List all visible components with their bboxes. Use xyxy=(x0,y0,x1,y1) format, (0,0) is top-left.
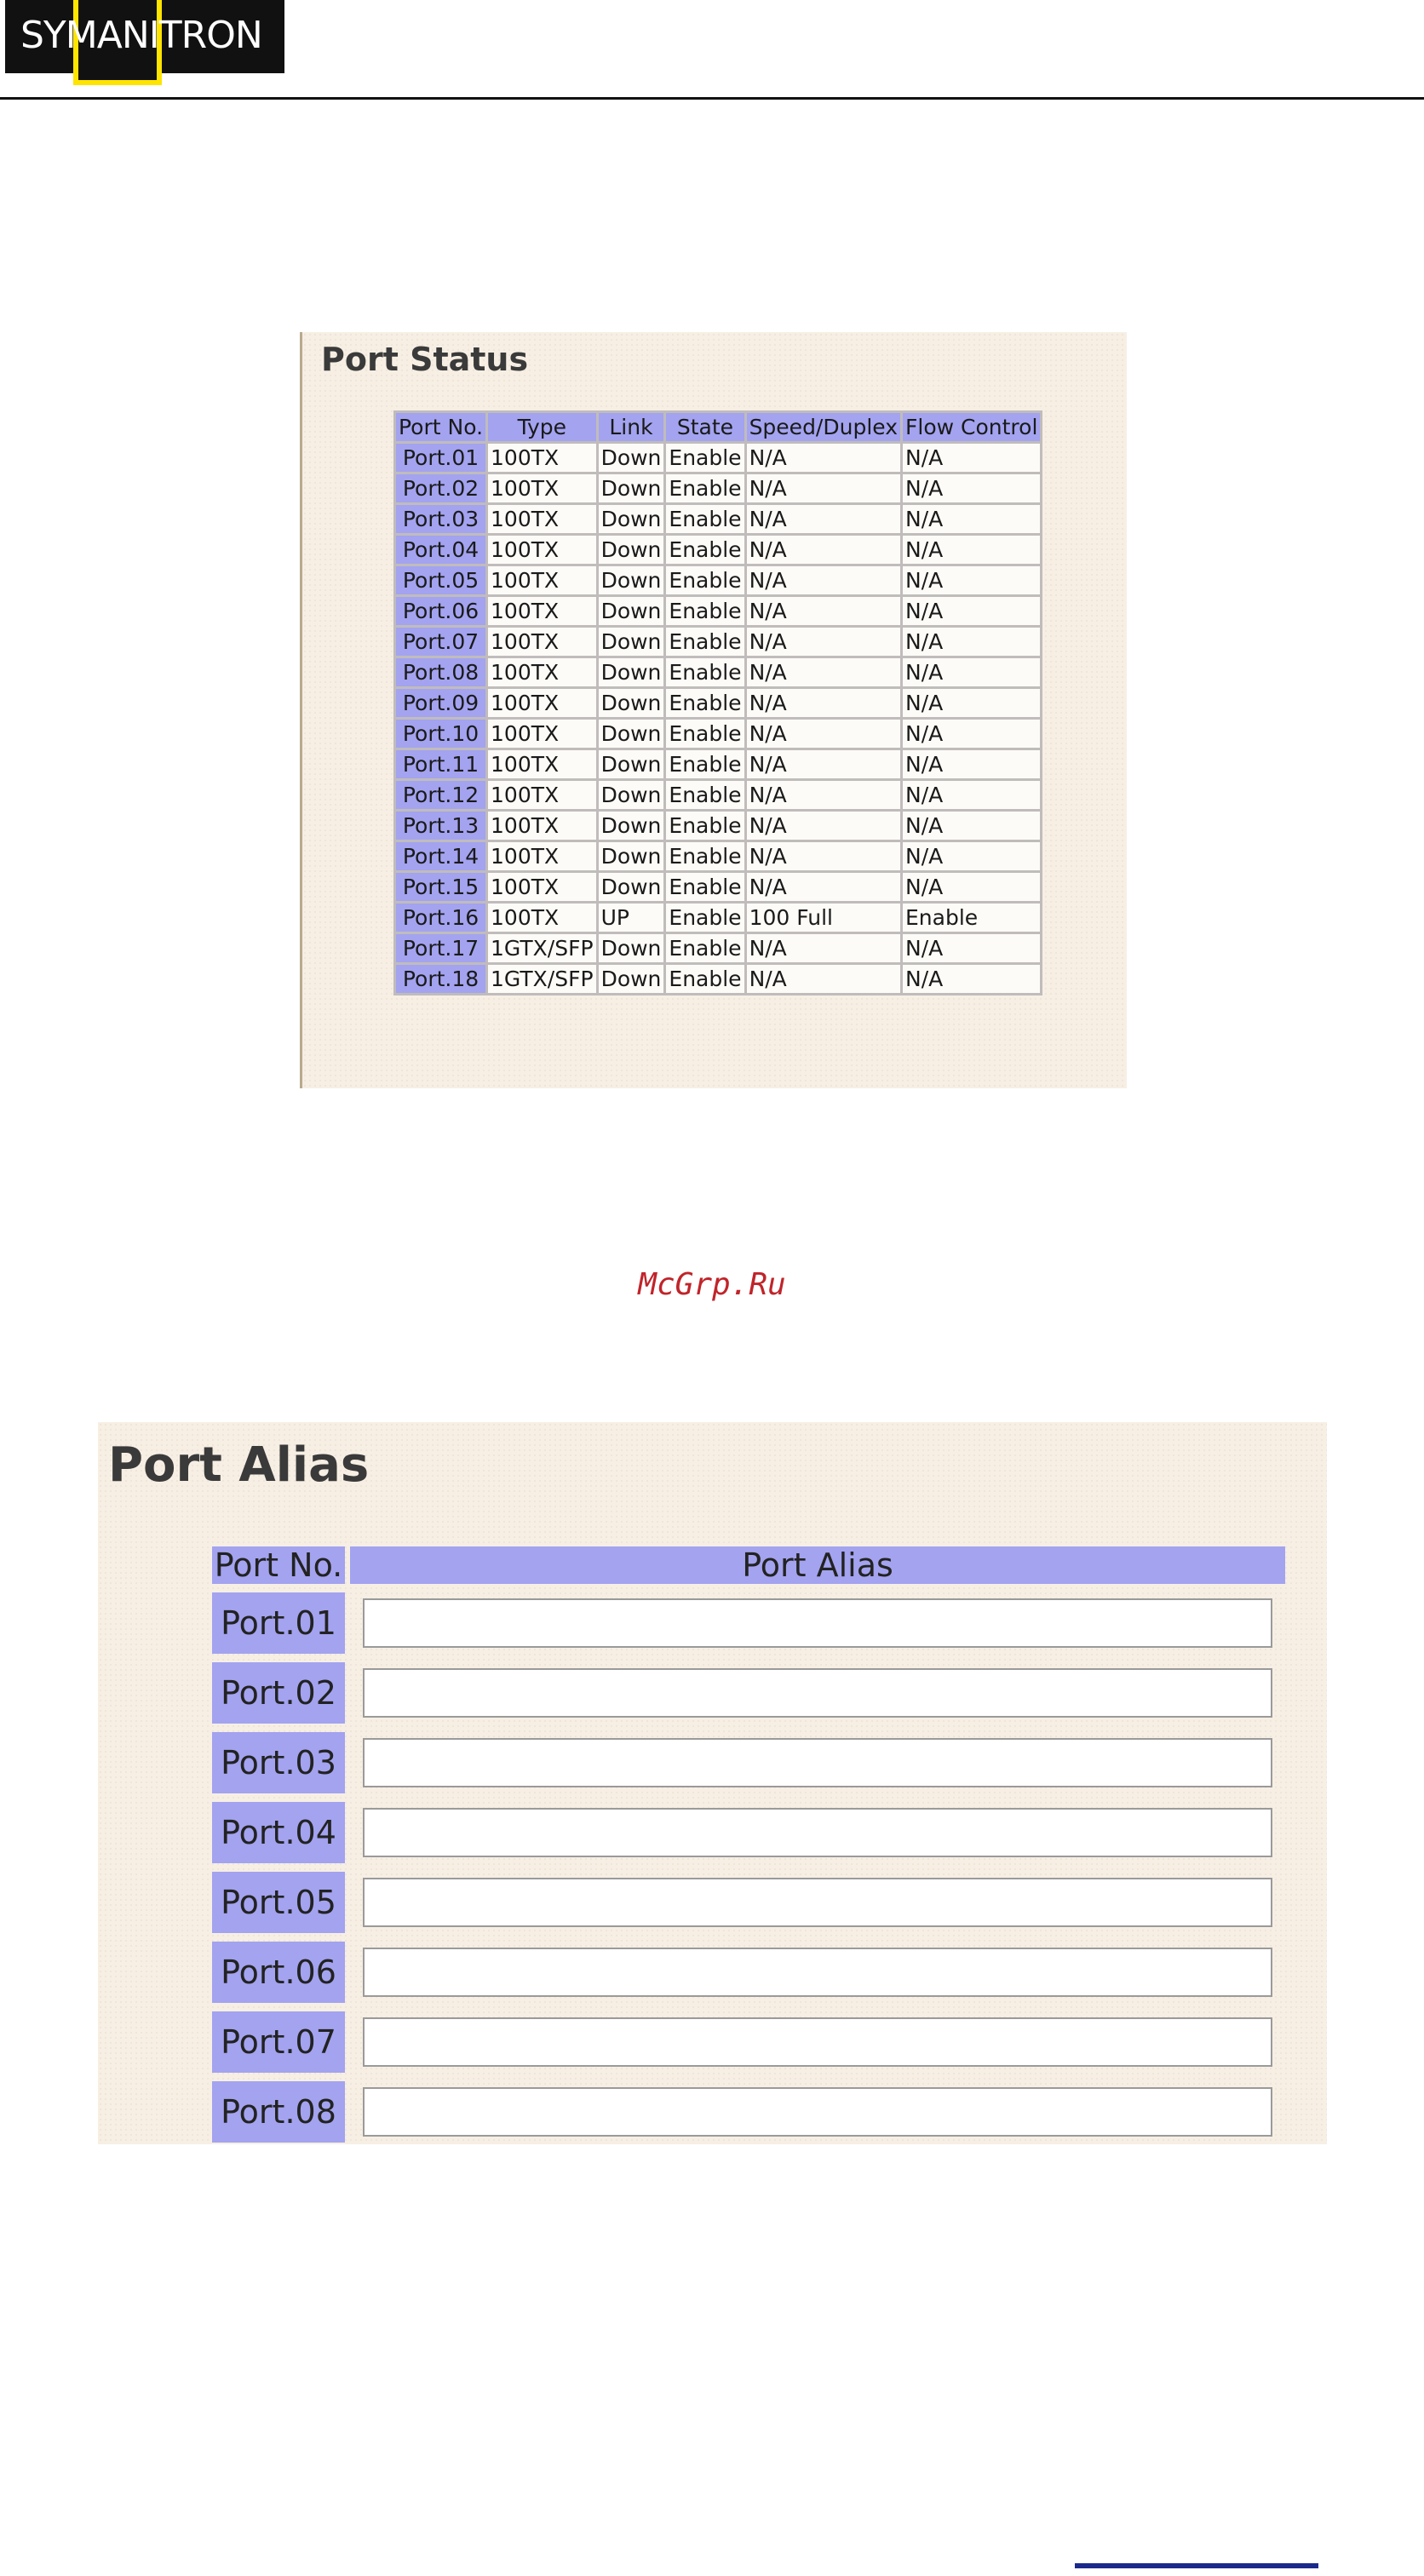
cell-port: Port.01 xyxy=(396,444,485,472)
cell-flow-control: Enable xyxy=(903,904,1040,932)
alias-row xyxy=(212,2081,1285,2143)
port-status-panel xyxy=(300,332,1127,1088)
cell-flow-control: N/A xyxy=(903,873,1040,901)
cell-state: Enable xyxy=(666,628,744,656)
cell-type: 100TX xyxy=(488,628,596,656)
table-row xyxy=(396,904,1040,932)
alias-port-label: Port.03 xyxy=(212,1732,345,1793)
table-row xyxy=(396,812,1040,840)
cell-speed-duplex: N/A xyxy=(747,597,900,625)
col-header-state: State xyxy=(666,413,744,441)
footer-bar xyxy=(1075,2563,1318,2568)
cell-speed-duplex: N/A xyxy=(747,658,900,686)
table-row xyxy=(396,965,1040,993)
cell-type: 100TX xyxy=(488,842,596,870)
cell-state: Enable xyxy=(666,750,744,778)
table-row xyxy=(396,628,1040,656)
table-row xyxy=(396,474,1040,502)
cell-speed-duplex: N/A xyxy=(747,474,900,502)
cell-speed-duplex: N/A xyxy=(747,566,900,594)
cell-link: Down xyxy=(599,873,664,901)
cell-type: 100TX xyxy=(488,536,596,564)
cell-flow-control: N/A xyxy=(903,536,1040,564)
port-alias-input[interactable] xyxy=(363,1738,1272,1787)
table-row xyxy=(396,566,1040,594)
cell-link: Down xyxy=(599,566,664,594)
cell-port: Port.17 xyxy=(396,934,485,962)
alias-input-cell xyxy=(350,1592,1285,1654)
alias-port-label: Port.05 xyxy=(212,1872,345,1933)
brand-name: SYMANITRON xyxy=(20,14,262,57)
cell-flow-control: N/A xyxy=(903,812,1040,840)
cell-type: 100TX xyxy=(488,689,596,717)
cell-flow-control: N/A xyxy=(903,689,1040,717)
table-row xyxy=(396,842,1040,870)
cell-link: Down xyxy=(599,658,664,686)
cell-speed-duplex: N/A xyxy=(747,720,900,748)
cell-port: Port.15 xyxy=(396,873,485,901)
cell-speed-duplex: N/A xyxy=(747,689,900,717)
cell-state: Enable xyxy=(666,781,744,809)
cell-port: Port.11 xyxy=(396,750,485,778)
cell-state: Enable xyxy=(666,965,744,993)
cell-speed-duplex: N/A xyxy=(747,628,900,656)
alias-input-cell xyxy=(350,1872,1285,1933)
port-alias-input[interactable] xyxy=(363,2017,1272,2067)
port-alias-title: Port Alias xyxy=(108,1437,370,1493)
cell-link: UP xyxy=(599,904,664,932)
cell-type: 1GTX/SFP xyxy=(488,934,596,962)
cell-state: Enable xyxy=(666,505,744,533)
cell-state: Enable xyxy=(666,597,744,625)
alias-port-label: Port.07 xyxy=(212,2011,345,2073)
watermark-text: McGrp.Ru xyxy=(638,1267,786,1302)
cell-state: Enable xyxy=(666,934,744,962)
col-header-flow-control: Flow Control xyxy=(903,413,1040,441)
cell-state: Enable xyxy=(666,842,744,870)
cell-type: 100TX xyxy=(488,781,596,809)
cell-link: Down xyxy=(599,750,664,778)
header-divider xyxy=(0,97,1424,100)
cell-link: Down xyxy=(599,934,664,962)
table-row xyxy=(396,781,1040,809)
cell-type: 100TX xyxy=(488,444,596,472)
alias-port-label: Port.01 xyxy=(212,1592,345,1654)
cell-type: 1GTX/SFP xyxy=(488,965,596,993)
alias-port-label: Port.06 xyxy=(212,1942,345,2003)
table-row xyxy=(396,536,1040,564)
cell-speed-duplex: 100 Full xyxy=(747,904,900,932)
cell-flow-control: N/A xyxy=(903,658,1040,686)
cell-port: Port.14 xyxy=(396,842,485,870)
port-status-header-row xyxy=(396,413,1040,441)
cell-flow-control: N/A xyxy=(903,597,1040,625)
port-status-title: Port Status xyxy=(321,341,529,378)
cell-state: Enable xyxy=(666,873,744,901)
cell-type: 100TX xyxy=(488,474,596,502)
cell-type: 100TX xyxy=(488,505,596,533)
table-row xyxy=(396,505,1040,533)
table-row xyxy=(396,750,1040,778)
cell-speed-duplex: N/A xyxy=(747,934,900,962)
cell-speed-duplex: N/A xyxy=(747,842,900,870)
cell-port: Port.02 xyxy=(396,474,485,502)
cell-link: Down xyxy=(599,474,664,502)
cell-port: Port.16 xyxy=(396,904,485,932)
cell-link: Down xyxy=(599,965,664,993)
port-alias-input[interactable] xyxy=(363,1878,1272,1927)
cell-flow-control: N/A xyxy=(903,628,1040,656)
cell-speed-duplex: N/A xyxy=(747,750,900,778)
cell-flow-control: N/A xyxy=(903,965,1040,993)
cell-type: 100TX xyxy=(488,812,596,840)
cell-speed-duplex: N/A xyxy=(747,873,900,901)
col-header-port-no: Port No. xyxy=(212,1546,345,1584)
cell-port: Port.10 xyxy=(396,720,485,748)
cell-state: Enable xyxy=(666,536,744,564)
col-header-port-alias: Port Alias xyxy=(350,1546,1285,1584)
port-alias-input[interactable] xyxy=(363,1598,1272,1648)
alias-input-cell xyxy=(350,1802,1285,1863)
alias-row xyxy=(212,2011,1285,2073)
cell-type: 100TX xyxy=(488,720,596,748)
cell-port: Port.09 xyxy=(396,689,485,717)
cell-state: Enable xyxy=(666,474,744,502)
port-alias-input[interactable] xyxy=(363,1948,1272,1997)
port-alias-panel xyxy=(98,1422,1327,2144)
cell-link: Down xyxy=(599,597,664,625)
table-row xyxy=(396,720,1040,748)
col-header-type: Type xyxy=(488,413,596,441)
alias-input-cell xyxy=(350,2081,1285,2143)
cell-flow-control: N/A xyxy=(903,720,1040,748)
cell-port: Port.03 xyxy=(396,505,485,533)
table-row xyxy=(396,873,1040,901)
port-alias-input[interactable] xyxy=(363,2087,1272,2137)
cell-speed-duplex: N/A xyxy=(747,812,900,840)
cell-flow-control: N/A xyxy=(903,474,1040,502)
cell-type: 100TX xyxy=(488,658,596,686)
cell-flow-control: N/A xyxy=(903,934,1040,962)
cell-speed-duplex: N/A xyxy=(747,505,900,533)
port-alias-table xyxy=(212,1546,1285,2143)
table-row xyxy=(396,444,1040,472)
alias-row xyxy=(212,1942,1285,2003)
port-alias-header-row xyxy=(212,1546,1285,1584)
brand-logo xyxy=(5,0,284,73)
cell-link: Down xyxy=(599,536,664,564)
alias-input-cell xyxy=(350,2011,1285,2073)
cell-link: Down xyxy=(599,720,664,748)
cell-state: Enable xyxy=(666,566,744,594)
cell-state: Enable xyxy=(666,720,744,748)
col-header-speed-duplex: Speed/Duplex xyxy=(747,413,900,441)
cell-speed-duplex: N/A xyxy=(747,444,900,472)
cell-state: Enable xyxy=(666,689,744,717)
cell-state: Enable xyxy=(666,658,744,686)
cell-link: Down xyxy=(599,628,664,656)
table-row xyxy=(396,597,1040,625)
table-row xyxy=(396,934,1040,962)
cell-link: Down xyxy=(599,689,664,717)
cell-type: 100TX xyxy=(488,566,596,594)
cell-link: Down xyxy=(599,842,664,870)
cell-flow-control: N/A xyxy=(903,842,1040,870)
cell-state: Enable xyxy=(666,444,744,472)
cell-link: Down xyxy=(599,781,664,809)
alias-port-label: Port.04 xyxy=(212,1802,345,1863)
cell-speed-duplex: N/A xyxy=(747,781,900,809)
col-header-link: Link xyxy=(599,413,664,441)
alias-input-cell xyxy=(350,1942,1285,2003)
port-alias-input[interactable] xyxy=(363,1668,1272,1718)
cell-port: Port.04 xyxy=(396,536,485,564)
cell-flow-control: N/A xyxy=(903,750,1040,778)
cell-flow-control: N/A xyxy=(903,566,1040,594)
port-status-table xyxy=(393,410,1042,995)
cell-port: Port.05 xyxy=(396,566,485,594)
cell-flow-control: N/A xyxy=(903,781,1040,809)
cell-speed-duplex: N/A xyxy=(747,965,900,993)
table-row xyxy=(396,658,1040,686)
cell-type: 100TX xyxy=(488,750,596,778)
col-header-port-no: Port No. xyxy=(396,413,485,441)
alias-input-cell xyxy=(350,1732,1285,1793)
alias-row xyxy=(212,1592,1285,1654)
cell-link: Down xyxy=(599,812,664,840)
table-row xyxy=(396,689,1040,717)
alias-row xyxy=(212,1732,1285,1793)
cell-link: Down xyxy=(599,505,664,533)
alias-row xyxy=(212,1662,1285,1724)
cell-port: Port.08 xyxy=(396,658,485,686)
cell-speed-duplex: N/A xyxy=(747,536,900,564)
alias-port-label: Port.08 xyxy=(212,2081,345,2143)
cell-port: Port.13 xyxy=(396,812,485,840)
cell-port: Port.18 xyxy=(396,965,485,993)
cell-flow-control: N/A xyxy=(903,505,1040,533)
alias-port-label: Port.02 xyxy=(212,1662,345,1724)
cell-type: 100TX xyxy=(488,904,596,932)
alias-input-cell xyxy=(350,1662,1285,1724)
cell-port: Port.06 xyxy=(396,597,485,625)
cell-link: Down xyxy=(599,444,664,472)
cell-flow-control: N/A xyxy=(903,444,1040,472)
cell-port: Port.07 xyxy=(396,628,485,656)
alias-row xyxy=(212,1872,1285,1933)
cell-state: Enable xyxy=(666,812,744,840)
port-alias-input[interactable] xyxy=(363,1808,1272,1857)
cell-state: Enable xyxy=(666,904,744,932)
alias-row xyxy=(212,1802,1285,1863)
cell-type: 100TX xyxy=(488,597,596,625)
cell-port: Port.12 xyxy=(396,781,485,809)
cell-type: 100TX xyxy=(488,873,596,901)
